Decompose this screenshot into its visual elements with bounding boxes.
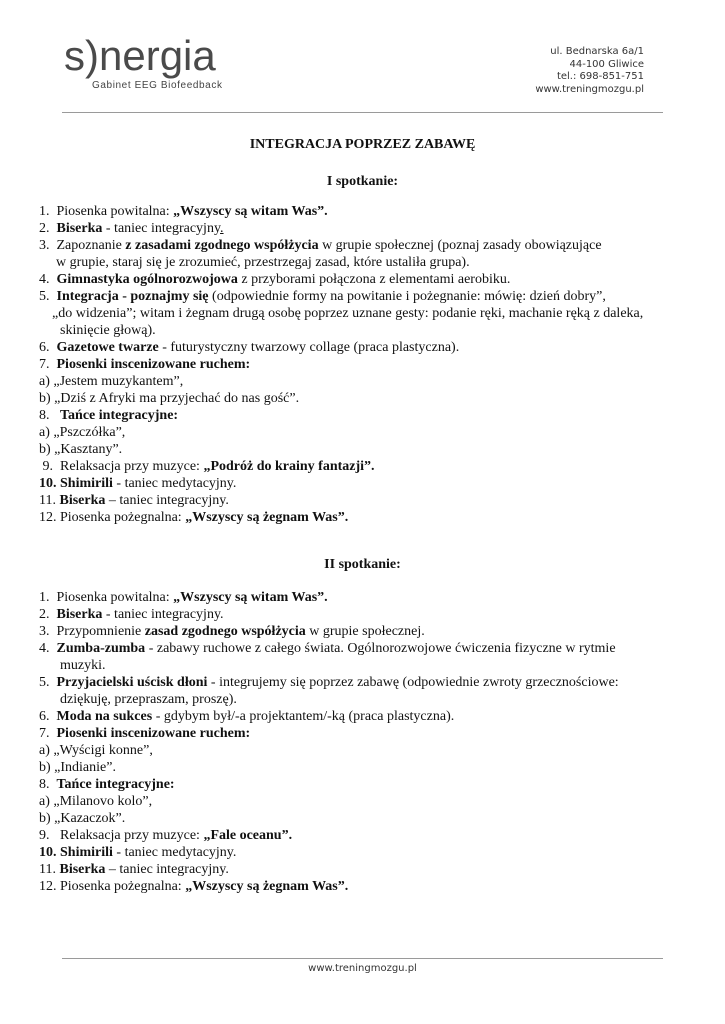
meeting-2-heading: II spotkanie: (324, 557, 401, 572)
list-subitem: a) „Wyścigi konne”, (39, 743, 153, 758)
list-item: 3. Zapoznanie z zasadami zgodnego współżycia w grupie społecznej (poznaj zasady obowiązujące w grupie, staraj się je zrozumieć, przestrzegaj zasad, które ustaliła grupa). (39, 238, 602, 270)
list-item: 10. Shimirili - taniec medytacyjny. (39, 845, 237, 860)
header-divider (62, 112, 663, 113)
list-item: 5. Przyjacielski uścisk dłoni - integrujemy się poprzez zabawę (odpowiednie zwroty grzecznościowe: dziękuję, przepraszam, proszę). (39, 675, 619, 707)
list-item: 11. Biserka – taniec integracyjny. (39, 862, 229, 877)
list-item: 9. Relaksacja przy muzyce: „Fale oceanu”. (39, 828, 293, 843)
logo-text: s)nergia (64, 34, 216, 79)
list-item: 6. Moda na sukces - gdybym był/-a projektantem/-ką (praca plastyczna). (39, 709, 455, 724)
list-subitem: a) „Milanovo kolo”, (39, 794, 153, 809)
list-item: 11. Biserka – taniec integracyjny. (39, 493, 229, 508)
list-item: 8. Tańce integracyjne: (39, 408, 179, 423)
meeting-1-heading: I spotkanie: (326, 174, 399, 189)
list-item: 3. Przypomnienie zasad zgodnego współżycia w grupie społecznej. (39, 624, 425, 639)
document-title: INTEGRACJA POPRZEZ ZABAWĘ (249, 137, 476, 152)
list-subitem: b) „Kazaczok”. (39, 811, 126, 826)
logo (62, 34, 232, 100)
list-item: 9. Relaksacja przy muzyce: „Podróż do krainy fantazji”. (42, 459, 375, 474)
list-item: 8. Tańce integracyjne: (39, 777, 175, 792)
list-subitem: a) „Jestem muzykantem”, (39, 374, 184, 389)
list-subitem: b) „Dziś z Afryki ma przyjechać do nas gość”. (39, 391, 300, 406)
phone-number: tel.: 698-851-751 (556, 71, 644, 83)
list-subitem: b) „Indianie”. (39, 760, 116, 775)
footer-website[interactable]: www.treningmozgu.pl (308, 963, 417, 974)
list-item: 4. Gimnastyka ogólnorozwojowa z przyborami połączona z elementami aerobiku. (39, 272, 511, 287)
list-item: 10. Shimirili - taniec medytacyjny. (39, 476, 237, 491)
list-subitem: b) „Kasztany”. (39, 442, 123, 457)
list-item: 12. Piosenka pożegnalna: „Wszyscy są żegnam Was”. (39, 510, 349, 525)
address-street: ul. Bednarska 6a/1 (550, 46, 644, 57)
list-item: 6. Gazetowe twarze - futurystyczny twarzowy collage (praca plastyczna). (39, 340, 460, 355)
website-link[interactable]: www.treningmozgu.pl (535, 83, 644, 95)
contact-block (535, 46, 644, 96)
list-item: 1. Piosenka powitalna: „Wszyscy są witam Was”. (39, 204, 328, 219)
list-item: 4. Zumba-zumba - zabawy ruchowe z całego świata. Ogólnorozwojowe ćwiczenia fizyczne w rytmie muzyki. (39, 641, 616, 673)
list-item: 7. Piosenki inscenizowane ruchem: (39, 357, 251, 372)
list-item: 2. Biserka - taniec integracyjny. (39, 607, 224, 622)
list-item: 5. Integracja - poznajmy się (odpowiednie formy na powitanie i pożegnanie: mówię: dzień dobry”, „do widzenia”; witam i żegnam drugą osobę poprzez uznane gesty: podanie ręki, machanie ręką z daleka, skinięcie głową). (39, 289, 644, 338)
logo-mark (62, 34, 232, 80)
list-item: 1. Piosenka powitalna: „Wszyscy są witam Was”. (39, 590, 328, 605)
logo-tagline: Gabinet EEG Biofeedback (92, 80, 223, 91)
list-item: 2. Biserka - taniec integracyjny. (39, 221, 224, 236)
list-item: 12. Piosenka pożegnalna: „Wszyscy są żegnam Was”. (39, 879, 349, 894)
meeting-2-list (39, 589, 689, 895)
address-city: 44-100 Gliwice (569, 58, 644, 70)
list-item: 7. Piosenki inscenizowane ruchem: (39, 726, 251, 741)
list-subitem: a) „Pszczółka”, (39, 425, 126, 440)
meeting-1-list (39, 203, 689, 526)
footer-divider (62, 958, 663, 959)
